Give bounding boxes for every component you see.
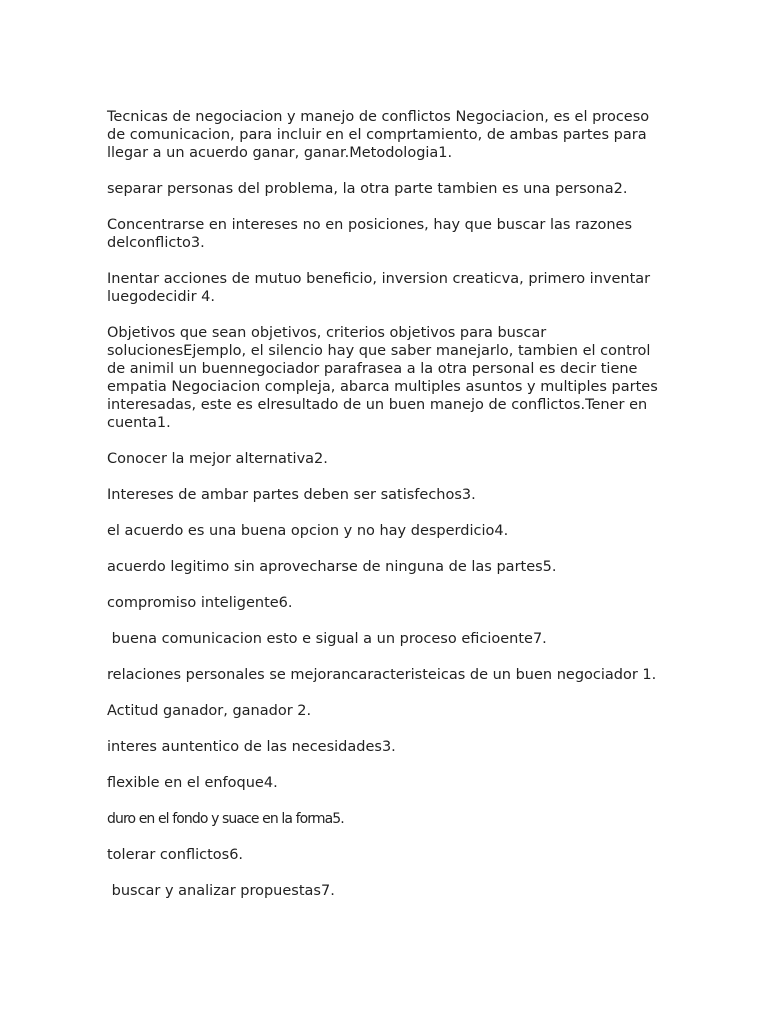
paragraph-item: Actitud ganador, ganador 2.	[107, 703, 312, 719]
paragraph-item: flexible en el enfoque4.	[107, 775, 278, 791]
paragraph-item: relaciones personales se mejorancaracteristeicas de un buen negociador 1.	[107, 667, 657, 683]
paragraph-item: interes auntentico de las necesidades3.	[107, 739, 396, 755]
paragraph-item: buscar y analizar propuestas7.	[107, 883, 335, 899]
paragraph-item: acuerdo legitimo sin aprovecharse de ninguna de las partes5.	[107, 559, 557, 575]
paragraph-item: separar personas del problema, la otra parte tambien es una persona2.	[107, 181, 628, 197]
paragraph-item: compromiso inteligente6.	[107, 595, 293, 611]
paragraph-item: Conocer la mejor alternativa2.	[107, 451, 328, 467]
paragraph-item: Objetivos que sean objetivos, criterios objetivos para buscar solucionesEjemplo, el silencio hay que saber manejarlo, tambien el control de animil un buennegociador parafrasea a la otra personal es decir tiene empatia Negociacion compleja, abarca multiples asuntos y multiples partes interesadas, este es elresultado de un buen manejo de conflictos.Tener en cuenta1.	[107, 325, 663, 431]
paragraph-item: Inentar acciones de mutuo beneficio, inversion creaticva, primero inventar luegodecidir 4.	[107, 271, 655, 305]
paragraph-item: buena comunicacion esto e sigual a un proceso eficioente7.	[107, 631, 547, 647]
document-body	[107, 108, 667, 918]
paragraph-item: Intereses de ambar partes deben ser satisfechos3.	[107, 487, 476, 503]
paragraph-item: el acuerdo es una buena opcion y no hay desperdicio4.	[107, 523, 509, 539]
paragraph-intro: Tecnicas de negociacion y manejo de conflictos Negociacion, es el proceso de comunicacion, para incluir en el comprtamiento, de ambas partes para llegar a un acuerdo ganar, ganar.Metodologia1.	[107, 109, 654, 161]
paragraph-item: tolerar conflictos6.	[107, 847, 244, 863]
paragraph-item: duro en el fondo y suace en la forma5.	[107, 811, 344, 827]
paragraph-item: Concentrarse en intereses no en posiciones, hay que buscar las razones delconflicto3.	[107, 217, 637, 251]
